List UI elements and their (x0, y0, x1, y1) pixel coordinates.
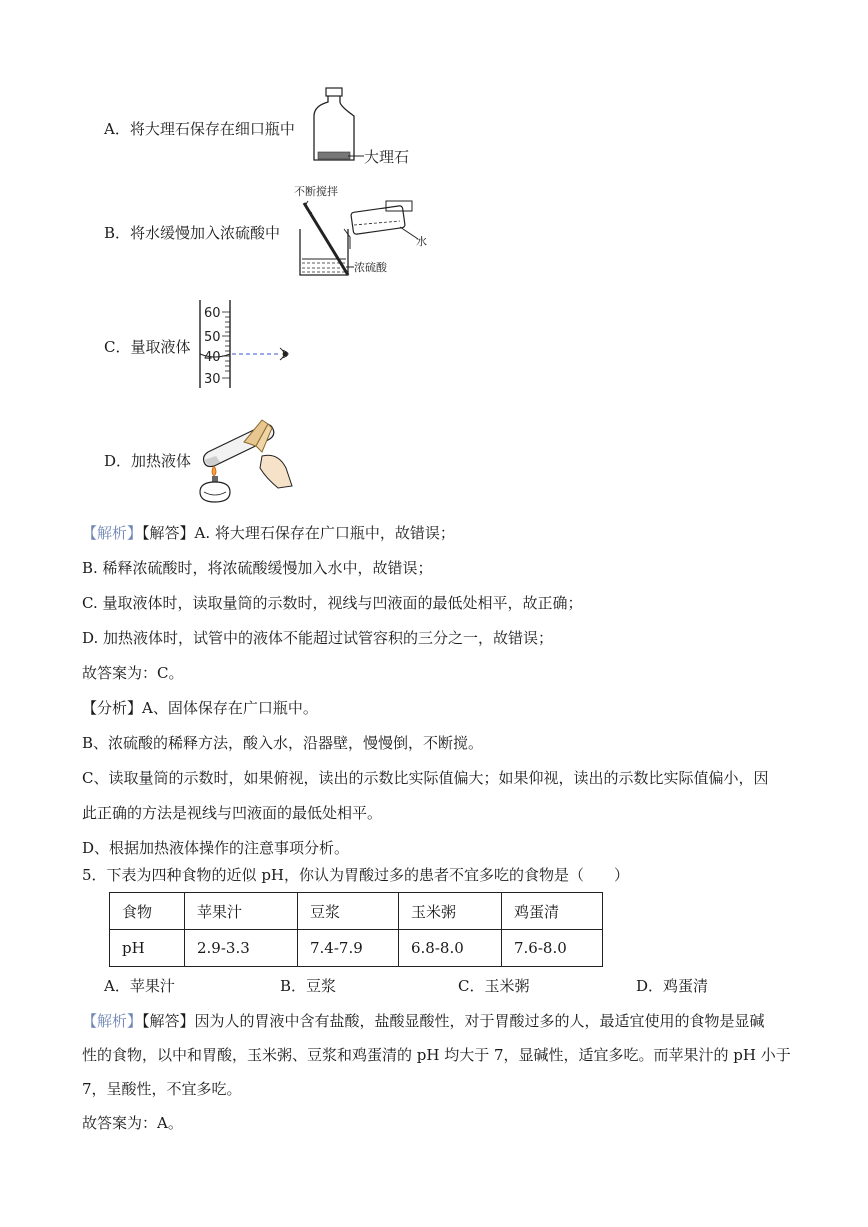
graduated-cylinder-figure (196, 298, 300, 390)
analysis5-line1-text: 【解答】因为人的胃液中含有盐酸，盐酸显酸性，对于胃酸过多的人，最适宜使用的食物是显碱 (142, 1012, 765, 1030)
dilution-figure (290, 183, 440, 283)
analysis4-line4: D. 加热液体时，试管中的液体不能超过试管容积的三分之一，故错误； (82, 629, 554, 647)
table-cell: 7.6-8.0 (502, 930, 603, 967)
analysis5-answer: 故答案为：A。 (82, 1114, 183, 1132)
q5-option-b: B．豆浆 (280, 977, 337, 995)
table-cell: 苹果汁 (185, 893, 298, 930)
table-cell: 2.9-3.3 (185, 930, 298, 967)
analysis5-line1 (82, 1010, 765, 1031)
option-b-text: B．将水缓慢加入浓硫酸中 (104, 224, 281, 242)
water-label: 水 (416, 235, 427, 248)
q5-stem: 5．下表为四种食物的近似 pH，你认为胃酸过多的患者不宜多吃的食物是（ ） (82, 866, 629, 884)
analysis-tag: 【解析】 (82, 524, 143, 542)
tick-40: 40 (204, 350, 221, 365)
tick-60: 60 (204, 306, 221, 321)
stir-label: 不断搅拌 (294, 185, 338, 198)
analysis4-fenxi3a: C、读取量筒的示数时，如果俯视，读出的示数比实际值偏大；如果仰视，读出的示数比实际值偏小，因 (82, 769, 769, 787)
table-cell: 豆浆 (298, 893, 399, 930)
table-cell: 6.8-8.0 (399, 930, 502, 967)
table-cell: pH (110, 930, 185, 967)
q5-option-d: D．鸡蛋清 (636, 977, 709, 995)
table-row (110, 893, 603, 930)
analysis4-fenxi1: 【分析】A、固体保存在广口瓶中。 (82, 699, 318, 717)
marble-label: 大理石 (364, 148, 410, 166)
option-c-text: C．量取液体 (104, 338, 191, 356)
q5-option-a: A．苹果汁 (104, 977, 175, 995)
analysis4-line1 (82, 522, 455, 543)
acid-label: 浓硫酸 (354, 261, 387, 274)
analysis4-fenxi4: D、根据加热液体操作的注意事项分析。 (82, 839, 350, 857)
analysis4-line3: C. 量取液体时，读取量筒的示数时，视线与凹液面的最低处相平，故正确； (82, 594, 583, 612)
analysis4-fenxi3b: 此正确的方法是视线与凹液面的最低处相平。 (82, 804, 383, 822)
analysis4-answer: 故答案为：C。 (82, 664, 184, 682)
table-cell: 玉米粥 (399, 893, 502, 930)
ph-table (109, 892, 603, 967)
analysis4-line1-text: 【解答】A. 将大理石保存在广口瓶中，故错误； (142, 524, 455, 542)
narrow-mouth-bottle-figure (308, 86, 418, 168)
table-cell: 鸡蛋清 (502, 893, 603, 930)
analysis5-line3: 7，呈酸性，不宜多吃。 (82, 1080, 242, 1098)
option-a-text: A．将大理石保存在细口瓶中 (104, 120, 295, 138)
table-cell: 7.4-7.9 (298, 930, 399, 967)
tick-50: 50 (204, 330, 221, 345)
analysis-tag: 【解析】 (82, 1012, 143, 1030)
analysis5-line2: 性的食物，以中和胃酸，玉米粥、豆浆和鸡蛋清的 pH 均大于 7，显碱性，适宜多吃。而苹果汁的 pH 小于 (82, 1046, 791, 1064)
heating-liquid-figure (196, 412, 300, 506)
table-cell: 食物 (110, 893, 185, 930)
table-row (110, 930, 603, 967)
tick-30: 30 (204, 372, 221, 387)
analysis4-line2: B. 稀释浓硫酸时，将浓硫酸缓慢加入水中，故错误； (82, 559, 433, 577)
eye-icon (283, 352, 288, 357)
analysis4-fenxi2: B、浓硫酸的稀释方法，酸入水，沿器壁，慢慢倒，不断搅。 (82, 734, 484, 752)
q5-option-c: C．玉米粥 (458, 977, 530, 995)
option-d-text: D．加热液体 (104, 452, 192, 470)
